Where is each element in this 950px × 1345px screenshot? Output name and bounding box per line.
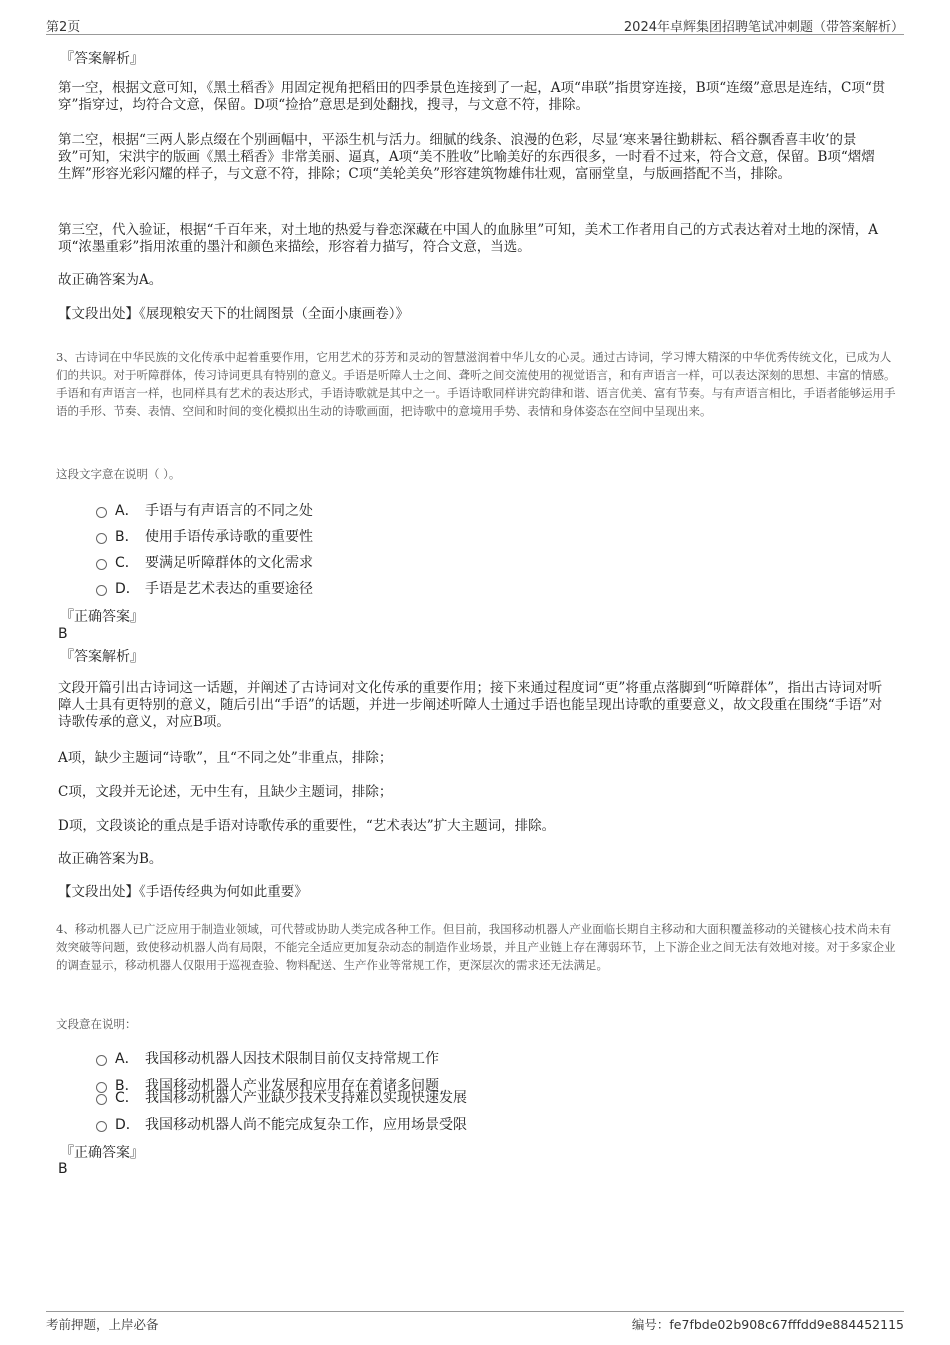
analysis-paragraph-3: 第三空，代入验证，根据“千百年来，对土地的热爱与眷恋深藏在中国人的血脉里”可知，美术工作者用自己的方式表达着对土地的深情，A项“浓墨重彩”指用浓重的墨汁和颜色来描绘，形容着力描写，符合文意，当选。 — [58, 222, 879, 255]
radio-icon[interactable] — [96, 1094, 107, 1105]
question-4-prompt: 文段意在说明： — [56, 1017, 137, 1031]
footer-slogan: 考前押题，上岸必备 — [46, 1317, 159, 1332]
radio-icon[interactable] — [96, 1121, 107, 1132]
q4-option-b[interactable]: B． 我国移动机器人产业发展和应用存在着诸多问题 — [96, 1075, 439, 1095]
page-footer — [46, 1311, 904, 1334]
analysis-label: 『答案解析』 — [60, 51, 144, 67]
q3-source-citation: 【文段出处】《手语传经典为何如此重要》 — [58, 884, 308, 900]
page-number: 第2页 — [46, 20, 81, 35]
analysis-label: 『答案解析』 — [60, 649, 144, 665]
q3-analysis-paragraph-4: D项，文段谈论的重点是手语对诗歌传承的重要性，“艺术表达”扩大主题词，排除。 — [58, 818, 556, 834]
q3-analysis-paragraph-2: A项，缺少主题词“诗歌”，且“不同之处”非重点，排除； — [58, 750, 393, 766]
q3-analysis-paragraph-1: 文段开篇引出古诗词这一话题，并阐述了古诗词对文化传承的重要作用；接下来通过程度词“更”将重点落脚到“听障群体”，指出古诗词对听障人士具有更特别的意义，随后引出“手语”的话题，并进一步阐述听障人士通过手语也能呈现出诗歌的重要意义，故文段重在围绕“手语”对诗歌传承的意义，对应B项。 — [58, 680, 883, 730]
q3-analysis-conclusion: 故正确答案为B。 — [58, 851, 163, 867]
q3-option-c[interactable]: C． 要满足听障群体的文化需求 — [96, 552, 313, 572]
q4-option-a[interactable]: A． 我国移动机器人因技术限制目前仅支持常规工作 — [96, 1048, 439, 1068]
correct-answer-label: 『正确答案』 — [60, 1145, 144, 1161]
radio-icon[interactable] — [96, 1055, 107, 1066]
analysis-paragraph-1: 第一空，根据文意可知，《黑土稻香》用固定视角把稻田的四季景色连接到了一起，A项“串联”指贯穿连接，B项“连缀”意思是连结，C项“贯穿”指穿过，均符合文意，保留。D项“捡拾”意思是到处翻找，搜寻，与文意不符，排除。 — [58, 80, 886, 113]
q3-option-a[interactable]: A． 手语与有声语言的不同之处 — [96, 500, 313, 520]
q3-option-b[interactable]: B． 使用手语传承诗歌的重要性 — [96, 526, 313, 546]
analysis-conclusion: 故正确答案为A。 — [58, 272, 163, 288]
question-4-text: 4、移动机器人已广泛应用于制造业领域，可代替或协助人类完成各种工作。但目前，我国移动机器人产业面临长期自主移动和大面积覆盖移动的关键核心技术尚未有效突破等问题，致使移动机器人尚有局限，不能完全适应更加复杂动态的制造作业场景，并且产业链上存在薄弱环节，上下游企业之间无法有效地对接。对于多家企业的调查显示，移动机器人仅限用于巡视查验、物料配送、生产作业等常规工作，更深层次的需求还无法满足。 — [56, 922, 896, 972]
document-id: 编号：fe7fbde02b908c67fffdd9e884452115 — [631, 1317, 904, 1332]
question-3-prompt: 这段文字意在说明（ ）。 — [56, 467, 181, 481]
correct-answer-label: 『正确答案』 — [60, 609, 144, 625]
source-citation: 【文段出处】《展现粮安天下的壮阔图景（全面小康画卷）》 — [58, 306, 409, 322]
radio-icon[interactable] — [96, 559, 107, 570]
question-3-text: 3、古诗词在中华民族的文化传承中起着重要作用，它用艺术的芬芳和灵动的智慧滋润着中华儿女的心灵。通过古诗词，学习博大精深的中华优秀传统文化，已成为人们的共识。对于听障群体，传习诗词更具有特别的意义。手语是听障人士之间、聋听之间交流使用的视觉语言，和有声语言一样，可以表达深刻的思想、丰富的情感。手语和有声语言一样，也同样具有艺术的表达形式，手语诗歌就是其中之一。手语诗歌同样讲究韵律和谐、语言优美、富有节奏。与有声语言相比，手语者能够运用手语的手形、节奏、表情、空间和时间的变化模拟出生动的诗歌画面，把诗歌中的意境用手势、表情和身体姿态在空间中呈现出来。 — [56, 350, 896, 418]
radio-icon[interactable] — [96, 507, 107, 518]
q3-option-d[interactable]: D． 手语是艺术表达的重要途径 — [96, 578, 313, 598]
document-title: 2024年卓辉集团招聘笔试冲刺题（带答案解析） — [623, 20, 904, 35]
radio-icon[interactable] — [96, 585, 107, 596]
radio-icon[interactable] — [96, 533, 107, 544]
page-header — [46, 14, 904, 35]
q3-analysis-paragraph-3: C项，文段并无论述，无中生有，且缺少主题词，排除； — [58, 784, 393, 800]
q4-option-c[interactable]: C． 我国移动机器人产业缺少技术支持难以实现快速发展 — [96, 1087, 467, 1107]
analysis-paragraph-2: 第二空，根据“三两人影点缀在个别画幅中，平添生机与活力。细腻的线条、浪漫的色彩，尽显‘寒来暑往勤耕耘、稻谷飘香喜丰收’的景致”可知，宋洪宇的版画《黑土稻香》非常美丽、逼真，A项“美不胜收”比喻美好的东西很多，一时看不过来，符合文意，保留。B项“熠熠生辉”形容光彩闪耀的样子，与文意不符，排除；C项“美轮美奂”形容建筑物雄伟壮观，富丽堂皇，与版画搭配不当，排除。 — [58, 132, 875, 182]
correct-answer-value: B — [58, 1161, 68, 1177]
q4-option-d[interactable]: D． 我国移动机器人尚不能完成复杂工作，应用场景受限 — [96, 1114, 467, 1134]
correct-answer-value: B — [58, 626, 68, 642]
